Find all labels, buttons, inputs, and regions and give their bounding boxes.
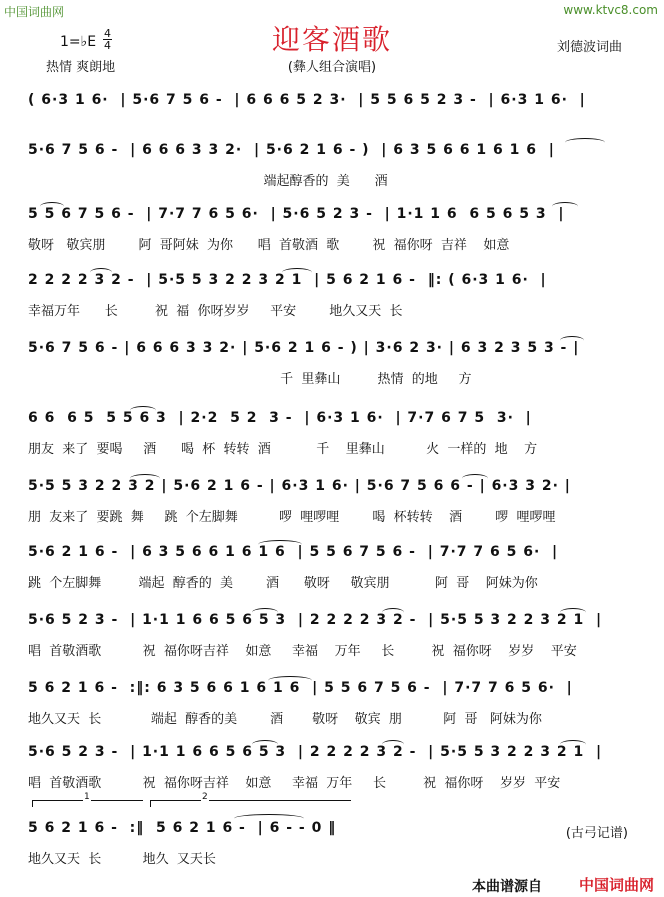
notation-line: 5 5 6 7 5 6 - | 7·7 7 6 5 6· | 5·6 5 2 3 - | 1·1 1 6 6 5 6 5 3 | [28, 206, 565, 222]
slur-mark [560, 740, 586, 749]
score-row-2 [28, 142, 640, 188]
composer: 刘德波词曲 [556, 40, 622, 55]
lyric-line: 朋 友来了 要跳 舞 跳 个左脚舞 啰 哩啰哩 喝 杯转转 酒 啰 哩啰哩 [28, 510, 556, 524]
song-title: 迎客酒歌 [271, 23, 392, 56]
slur-mark [382, 740, 404, 749]
notation-line: 6 6 6 5 5 5 6 3 | 2·2 5 2 3 - | 6·3 1 6· | 7·7 6 7 5 3· | [28, 410, 532, 426]
slur-mark [560, 608, 586, 617]
lyric-line: 千 里彝山 热情 的地 方 [28, 372, 472, 386]
lyric-line: 唱 首敬酒歌 祝 福你呀吉祥 如意 幸福 万年 长 祝 福你呀 岁岁 平安 [28, 644, 577, 658]
slur-mark [565, 138, 605, 147]
slur-mark [90, 268, 112, 277]
slur-mark [560, 336, 584, 345]
score-row-12 [28, 820, 640, 866]
first-ending-number: 1 [84, 792, 90, 802]
slur-mark [130, 406, 156, 415]
score-row-9 [28, 612, 640, 658]
score-row-8 [28, 544, 640, 590]
lyric-line: 跳 个左脚舞 端起 醇香的 美 酒 敬呀 敬宾朋 阿 哥 阿妹为你 [28, 576, 538, 590]
lyric-line: 朋友 来了 要喝 酒 喝 杯 转转 酒 千 里彝山 火 一样的 地 方 [28, 442, 538, 456]
slur-mark [234, 814, 304, 823]
slur-mark [282, 268, 312, 277]
slur-mark [268, 676, 312, 685]
lyric-line: 地久又天 长 地久 又天长 [28, 852, 216, 866]
key-signature: 1=♭E [60, 34, 97, 50]
lyric-line: 唱 首敬酒歌 祝 福你呀吉祥 如意 幸福 万年 长 祝 福你呀 岁岁 平安 [28, 776, 561, 790]
slur-mark [130, 474, 160, 483]
lyric-line: 幸福万年 长 祝 福 你呀岁岁 平安 地久又天 长 [28, 304, 403, 318]
first-ending-bracket [32, 792, 143, 807]
score-row-11 [28, 744, 640, 790]
meter-top: 4 [104, 27, 111, 40]
footer-site-logo[interactable]: 中国词曲网 [578, 876, 654, 894]
slur-mark [40, 202, 64, 211]
lyric-line: 地久又天 长 端起 醇香的美 酒 敬呀 敬宾 朋 阿 哥 阿妹为你 [28, 712, 542, 726]
notation-credit: (古弓记谱) [565, 826, 628, 841]
notation-line: 5·5 5 3 2 2 3 2 | 5·6 2 1 6 - | 6·3 1 6· | 5·6 7 5 6 6 - | 6·3 3 2· | [28, 478, 571, 494]
second-ending-number: 2 [202, 792, 208, 802]
notation-line: 5·6 5 2 3 - | 1·1 1 6 6 5 6 5 3 | 2 2 2 2 3 2 - | 5·5 5 3 2 2 3 2 1 | [28, 744, 603, 760]
notation-line: 2 2 2 2 3 2 - | 5·5 5 3 2 2 3 2 1 | 5 6 2 1 6 - ‖: ( 6·3 1 6· | [28, 272, 547, 288]
score-row-10 [28, 680, 640, 726]
notation-line: 5·6 2 1 6 - | 6 3 5 6 6 1 6 1 6 | 5 5 6 7 5 6 - | 7·7 7 6 5 6· | [28, 544, 559, 560]
watermark-left: 中国词曲网 [4, 5, 65, 19]
score-row-7 [28, 478, 640, 524]
notation-line: 5·6 5 2 3 - | 1·1 1 6 6 5 6 5 3 | 2 2 2 2 3 2 - | 5·5 5 3 2 2 3 2 1 | [28, 612, 603, 628]
slur-mark [258, 540, 302, 549]
meter-bottom: 4 [104, 39, 111, 52]
score-row-1 [28, 92, 640, 138]
score-row-5 [28, 340, 640, 386]
lyric-line [28, 120, 640, 138]
watermark-right: www.ktvc8.com [563, 3, 658, 17]
slur-mark [252, 608, 278, 617]
notation-line: 5·6 7 5 6 - | 6 6 6 3 3 2· | 5·6 2 1 6 - ) | 6 3 5 6 6 1 6 1 6 | [28, 142, 555, 158]
score-row-6 [28, 410, 640, 456]
slur-mark [552, 202, 578, 211]
tempo-marking: 热情 爽朗地 [46, 60, 116, 75]
score-row-4 [28, 272, 640, 318]
performers: (彝人组合演唱) [287, 60, 377, 75]
slur-mark [252, 740, 278, 749]
footer-source-label: 本曲谱源自 [472, 879, 542, 895]
time-signature [103, 28, 112, 51]
score-row-3 [28, 206, 640, 252]
second-ending-bracket [150, 792, 351, 807]
notation-line: 5·6 7 5 6 - | 6 6 6 3 3 2· | 5·6 2 1 6 - ) | 3·6 2 3· | 6 3 2 3 5 3 - | [28, 340, 580, 356]
slur-mark [382, 608, 404, 617]
lyric-line: 端起醇香的 美 酒 [28, 174, 388, 188]
notation-line: ( 6·3 1 6· | 5·6 7 5 6 - | 6 6 6 5 2 3· | 5 5 6 5 2 3 - | 6·3 1 6· | [28, 92, 586, 108]
notation-line: 5 6 2 1 6 - :‖: 6 3 5 6 6 1 6 1 6 | 5 5 6 7 5 6 - | 7·7 7 6 5 6· | [28, 680, 573, 696]
slur-mark [462, 474, 488, 483]
lyric-line: 敬呀 敬宾朋 阿 哥阿妹 为你 唱 首敬酒 歌 祝 福你呀 吉祥 如意 [28, 238, 510, 252]
notation-line: 5 6 2 1 6 - :‖ 5 6 2 1 6 - | 6 - - 0 ‖ [28, 820, 337, 836]
